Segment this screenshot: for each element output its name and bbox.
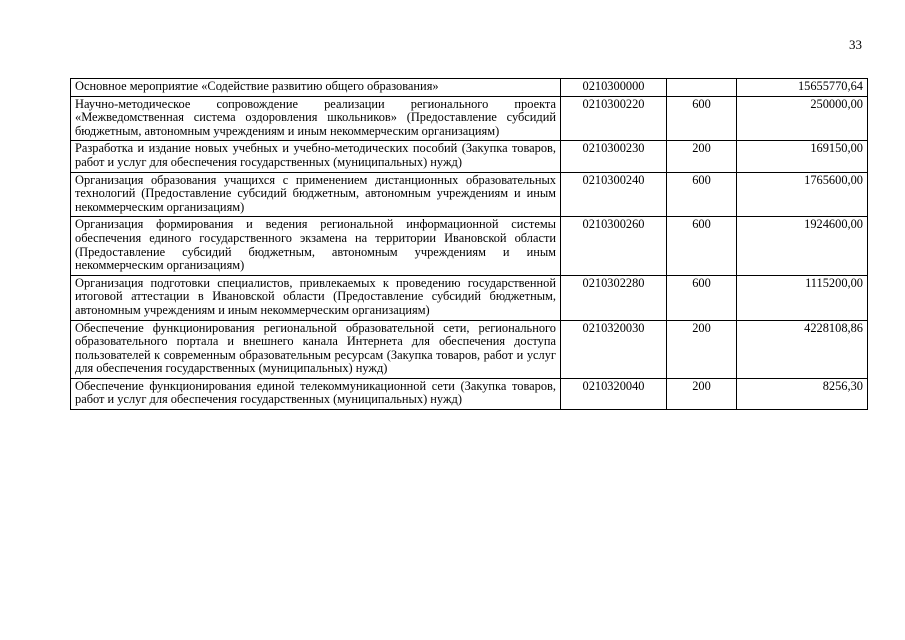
row-expense-type: 600	[667, 217, 737, 275]
table-row	[71, 320, 868, 378]
row-expense-type: 200	[667, 141, 737, 172]
row-expense-type	[667, 79, 737, 97]
row-description: Организация формирования и ведения региональной информационной системы обеспечения единого государственного экзамена на территории Ивановской области (Предоставление субсидий бюджетным, автономным учреждениям и иным некоммерческим организациям)	[71, 217, 561, 275]
row-amount: 8256,30	[737, 378, 868, 409]
row-expense-type: 600	[667, 172, 737, 217]
row-expense-type: 600	[667, 96, 737, 141]
table-row	[71, 217, 868, 275]
row-description: Основное мероприятие «Содействие развитию общего образования»	[71, 79, 561, 97]
table-row	[71, 96, 868, 141]
row-amount: 15655770,64	[737, 79, 868, 97]
row-amount: 169150,00	[737, 141, 868, 172]
table-row	[71, 378, 868, 409]
row-target-code: 0210300220	[561, 96, 667, 141]
row-amount: 1924600,00	[737, 217, 868, 275]
row-amount: 1115200,00	[737, 275, 868, 320]
row-expense-type: 600	[667, 275, 737, 320]
row-amount: 1765600,00	[737, 172, 868, 217]
row-target-code: 0210302280	[561, 275, 667, 320]
page-number: 33	[849, 37, 862, 52]
row-target-code: 0210320030	[561, 320, 667, 378]
row-target-code: 0210300240	[561, 172, 667, 217]
row-amount: 4228108,86	[737, 320, 868, 378]
row-description: Организация подготовки специалистов, привлекаемых к проведению государственной итоговой аттестации в Ивановской области (Предоставление субсидий бюджетным, автономным учреждениям и иным некоммерческим организациям)	[71, 275, 561, 320]
row-expense-type: 200	[667, 320, 737, 378]
budget-table	[70, 78, 868, 410]
row-amount: 250000,00	[737, 96, 868, 141]
row-description: Обеспечение функционирования единой телекоммуникационной сети (Закупка товаров, работ и услуг для обеспечения государственных (муниципальных) нужд)	[71, 378, 561, 409]
row-description: Организация образования учащихся с применением дистанционных образовательных технологий (Предоставление субсидий бюджетным, автономным учреждениям и иным некоммерческим организациям)	[71, 172, 561, 217]
row-target-code: 0210300230	[561, 141, 667, 172]
row-description: Научно-методическое сопровождение реализации регионального проекта «Межведомственная система оздоровления школьников» (Предоставление субсидий бюджетным, автономным учреждениям и иным некоммерческим организациям)	[71, 96, 561, 141]
row-target-code: 0210320040	[561, 378, 667, 409]
row-description: Обеспечение функционирования региональной образовательной сети, регионального образовательного портала и внешнего канала Интернета для обеспечения доступа пользователей к современным образовательным ресурсам (Закупка товаров, работ и услуг для обеспечения государственных (муниципальных) нужд)	[71, 320, 561, 378]
table-row	[71, 79, 868, 97]
row-expense-type: 200	[667, 378, 737, 409]
table-row	[71, 141, 868, 172]
row-target-code: 0210300000	[561, 79, 667, 97]
table-row	[71, 172, 868, 217]
row-target-code: 0210300260	[561, 217, 667, 275]
row-description: Разработка и издание новых учебных и учебно-методических пособий (Закупка товаров, работ и услуг для обеспечения государственных (муниципальных) нужд)	[71, 141, 561, 172]
table-row	[71, 275, 868, 320]
